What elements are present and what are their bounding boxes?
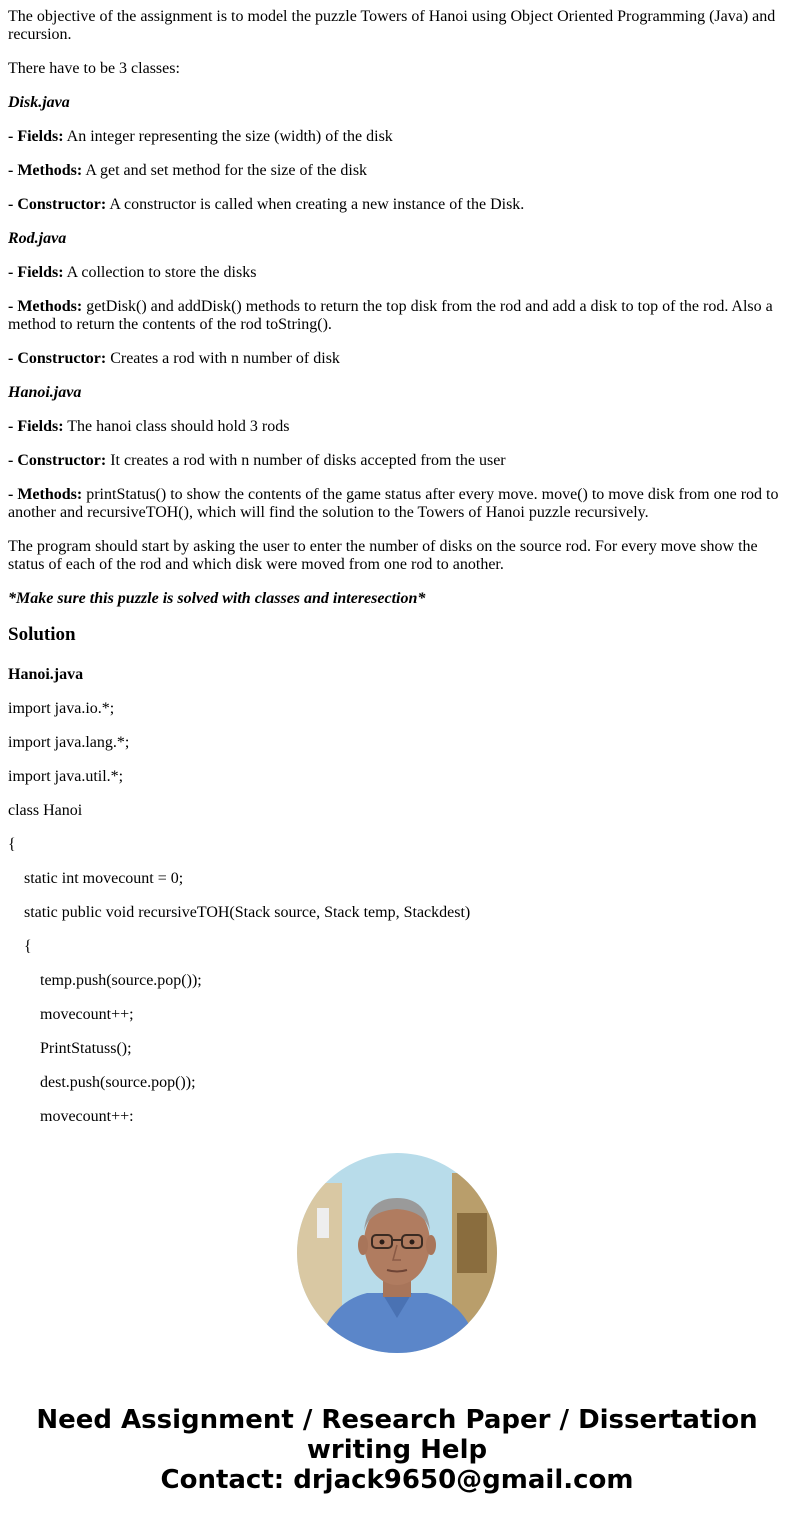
program-start-paragraph: The program should start by asking the user to enter the number of disks on the source rod. For every move show the status of each of the rod and which disk were moved from one rod to another. (8, 538, 758, 573)
rod-heading: Rod.java (8, 230, 67, 247)
code-line: movecount++; (40, 1006, 134, 1023)
solution-file-label: Hanoi.java (8, 666, 84, 683)
code-line: { (24, 938, 32, 955)
classes-count-text: There have to be 3 classes: (8, 60, 180, 77)
code-line: import java.util.*; (8, 768, 124, 785)
code-line: static int movecount = 0; (24, 870, 184, 887)
code-line: temp.push(source.pop()); (40, 972, 202, 989)
footer-line-2: writing Help (306, 1435, 488, 1465)
code-line: class Hanoi (8, 802, 83, 819)
code-line: { (8, 836, 16, 853)
disk-constructor: - Constructor: A constructor is called when creating a new instance of the Disk. (8, 196, 525, 213)
code-line: static public void recursiveTOH(Stack source, Stack temp, Stackdest) (24, 904, 471, 921)
document-body (8, 8, 786, 1142)
code-line: import java.lang.*; (8, 734, 130, 751)
hanoi-heading: Hanoi.java (8, 384, 82, 401)
hanoi-methods: - Methods: printStatus() to show the contents of the game status after every move. move() to move disk from one rod to another and recursiveTOH(), which will find the solution to the Towers of Hanoi puzzle recursively. (8, 486, 779, 521)
rod-methods: - Methods: getDisk() and addDisk() methods to return the top disk from the rod and add a disk to top of the rod. Also a method to return the contents of the rod toString(). (8, 298, 773, 333)
footer-contact: Contact: drjack9650@gmail.com (160, 1465, 634, 1495)
solution-heading: Solution (8, 624, 76, 645)
contact-footer (0, 1405, 794, 1495)
disk-methods: - Methods: A get and set method for the size of the disk (8, 162, 368, 179)
note-text: *Make sure this puzzle is solved with classes and interesection* (8, 590, 426, 607)
author-portrait-illustration (297, 1153, 497, 1353)
hanoi-constructor: - Constructor: It creates a rod with n number of disks accepted from the user (8, 452, 506, 469)
author-photo (297, 1153, 497, 1353)
code-line: import java.io.*; (8, 700, 115, 717)
disk-fields: - Fields: An integer representing the size (width) of the disk (8, 128, 393, 145)
rod-constructor: - Constructor: Creates a rod with n number of disk (8, 350, 340, 367)
rod-fields: - Fields: A collection to store the disks (8, 264, 257, 281)
code-line: movecount++: (40, 1108, 134, 1125)
code-line: PrintStatuss(); (40, 1040, 132, 1057)
intro-paragraph: The objective of the assignment is to model the puzzle Towers of Hanoi using Object Oriented Programming (Java) and recursion. (8, 8, 776, 43)
code-line: dest.push(source.pop()); (40, 1074, 196, 1091)
disk-heading: Disk.java (8, 94, 70, 111)
hanoi-fields: - Fields: The hanoi class should hold 3 rods (8, 418, 290, 435)
footer-line-1: Need Assignment / Research Paper / Dissertation (36, 1405, 758, 1435)
